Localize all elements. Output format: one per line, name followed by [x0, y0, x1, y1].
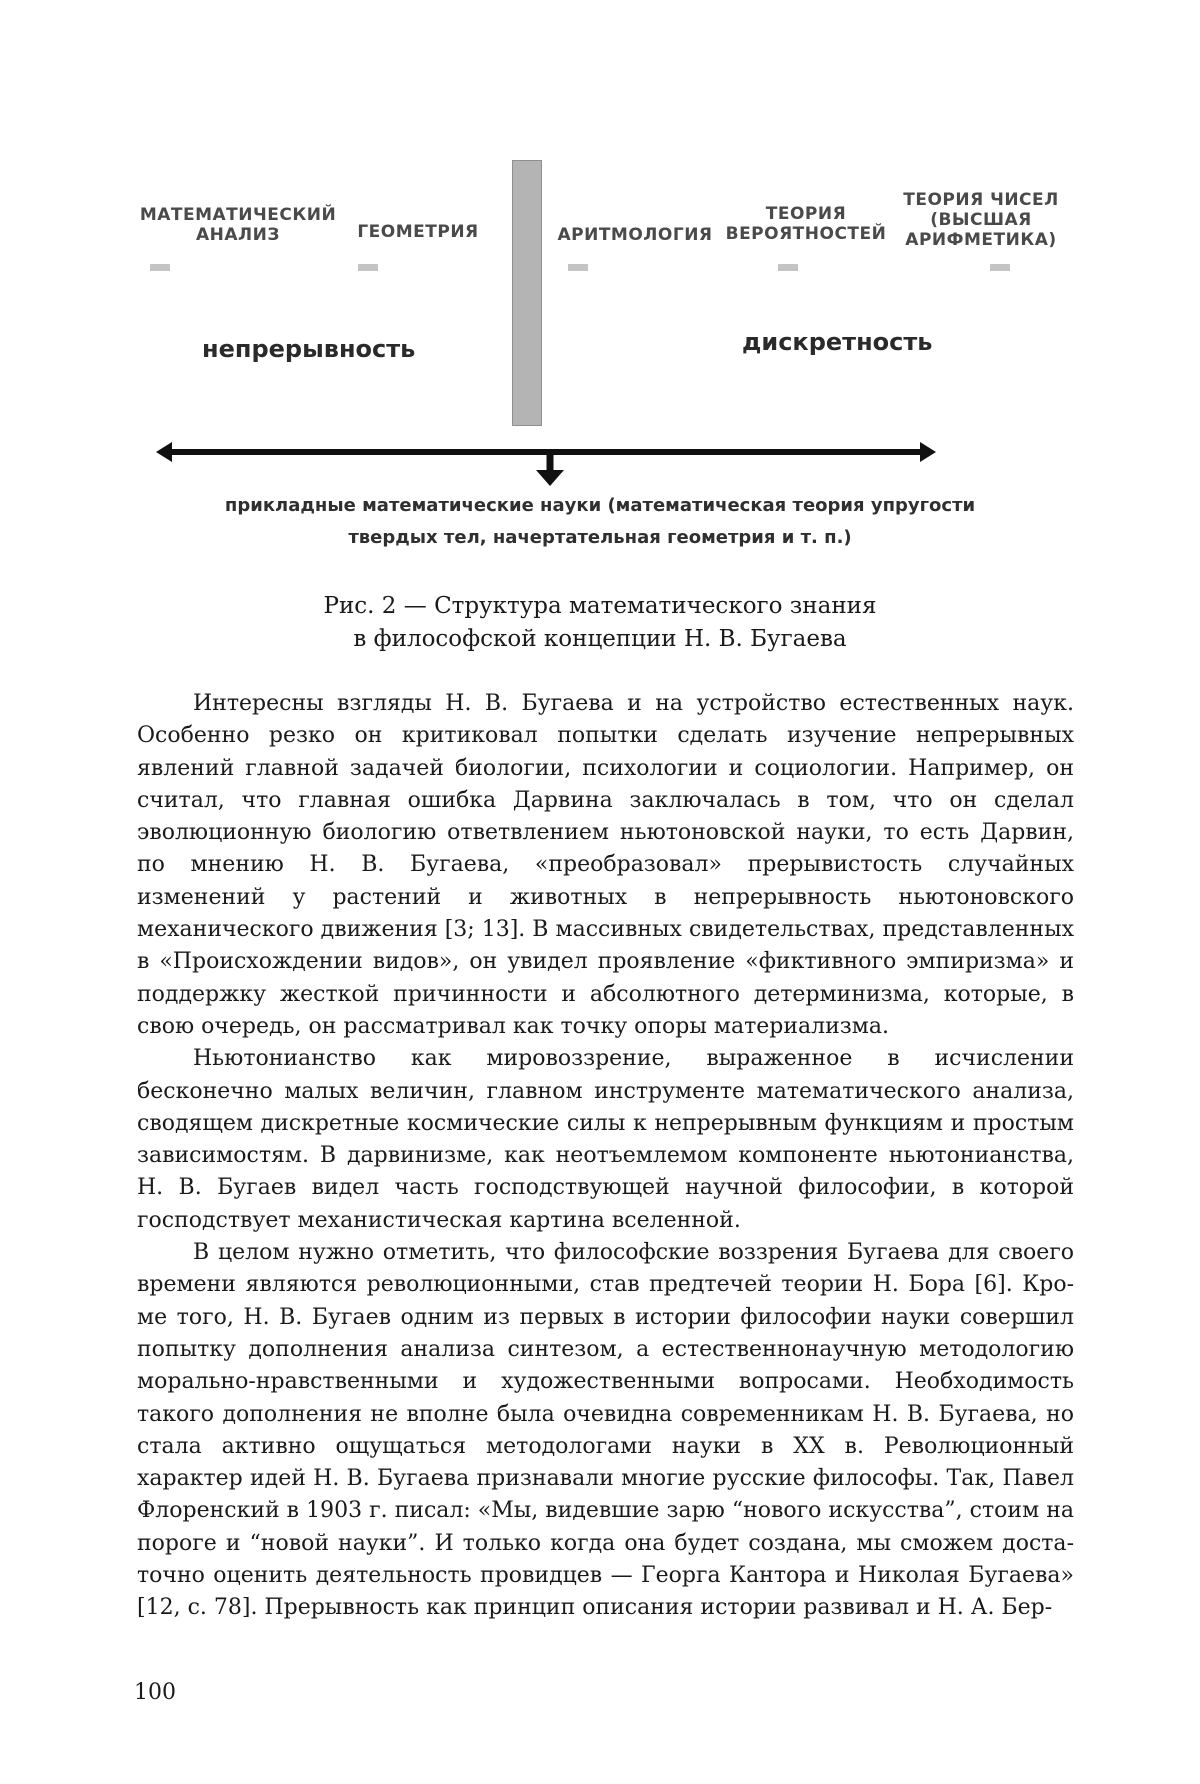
discreteness-label: дискретность: [742, 328, 932, 356]
page-number: 100: [134, 1680, 176, 1705]
caption-line-2: в философской концепции Н. В. Бугаева: [100, 623, 1100, 656]
book-page: [0, 0, 1200, 1784]
applied-line-1: прикладные математические науки (математическая теория упругости: [100, 490, 1100, 522]
axis-right-arrowhead: [920, 442, 936, 462]
paragraph-2: Ньютонианство как мировоззрение, выраженное в исчислении бесконечно малых величин, главном инструменте математического анализа, сводящем дис­кретные космические силы к непрерывным функциям и простым зависимостям. В дарвинизме, как неотъемлемом компоненте ньютонианства, Н. В. Бугаев видел часть господствующей научной философии, в которой господствует механистическая картина вселенной.: [137, 1043, 1074, 1237]
double-arrow-axis: [0, 430, 1200, 490]
label-math-analysis: МАТЕМАТИЧЕСКИЙ АНАЛИЗ: [138, 205, 338, 245]
label-geometry: ГЕОМЕТРИЯ: [348, 222, 488, 242]
body-text: [137, 688, 1074, 1625]
math-structure-figure: [0, 0, 1200, 580]
continuity-label: непрерывность: [202, 335, 415, 363]
label-arithmology: АРИТМОЛОГИЯ: [555, 225, 715, 245]
label-probability-theory: ТЕОРИЯ ВЕРОЯТНОСТЕЙ: [722, 204, 890, 244]
caption-line-1: Рис. 2 — Структура математического знания: [100, 590, 1100, 623]
tick-math-analysis: [150, 264, 170, 271]
tick-number-theory: [990, 264, 1010, 271]
continuity-discreteness-divider: [512, 160, 542, 426]
tick-geometry: [358, 264, 378, 271]
axis-left-arrowhead: [156, 442, 172, 462]
label-number-theory: ТЕОРИЯ ЧИСЕЛ (ВЫСШАЯ АРИФМЕТИКА): [898, 190, 1064, 250]
tick-probability-theory: [778, 264, 798, 271]
applied-line-2: твердых тел, начертательная геометрия и т. п.): [100, 522, 1100, 554]
tick-arithmology: [568, 264, 588, 271]
figure-caption: [100, 590, 1100, 656]
paragraph-3: В целом нужно отметить, что философские воззрения Бугаева для своего времени являются революционными, став предтечей теории Н. Бора [6]. Кро­ме того, Н. В. Бугаев одним из первых в истории философии науки совершил попытку дополнения анализа синтезом, а естественнонаучную методологию морально-нравственными и художественными вопросами. Необходимость такого дополнения не вполне была очевидна современникам Н. В. Бугаева, но стала активно ощущаться методологами науки в XX в. Революционный характер идей Н. В. Бугаева признавали многие русские философы. Так, Павел Флоренский в 1903 г. писал: «Мы, видевшие зарю “нового искусства”, стоим на пороге и “новой науки”. И только когда она будет создана, мы сможем доста­точно оценить деятельность провидцев — Георга Кантора и Николая Бугаева» [12, с. 78]. Прерывность как принцип описания истории развивал и Н. А. Бер-: [137, 1237, 1074, 1625]
paragraph-1: Интересны взгляды Н. В. Бугаева и на устройство естественных наук. Осо­бенно резко он критиковал попытки сделать изучение непрерывных явлений главной задачей биологии, психологии и социологии. Например, он считал, что главная ошибка Дарвина заключалась в том, что он сделал эволюционную биологию ответвлением ньютоновской науки, то есть Дарвин, по мнению Н. В. Бугаева, «преобразовал» прерывистость случайных изменений у растений и животных в непрерывность ньютоновского механического движения [3; 13]. В массивных свидетельствах, представленных в «Происхождении видов», он увидел проявление «фиктивного эмпиризма» и поддержку жесткой причин­ности и абсолютного детерминизма, которые, в свою очередь, он рассматривал как точку опоры материализма.: [137, 688, 1074, 1043]
applied-sciences-label: [100, 490, 1100, 554]
down-arrowhead: [536, 470, 564, 486]
